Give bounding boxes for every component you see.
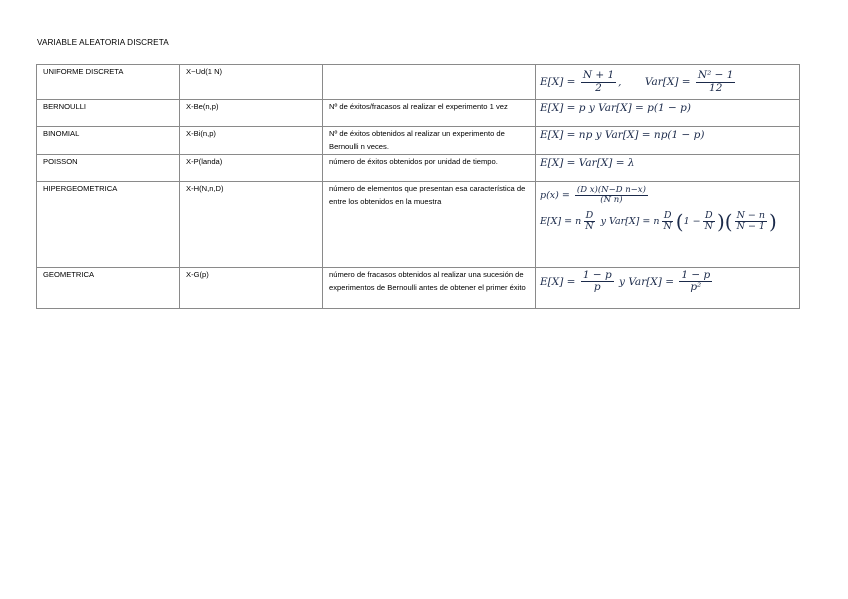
distribution-notation: X-Bi(n,p)	[180, 127, 323, 155]
distribution-notation: X-G(p)	[180, 268, 323, 309]
distribution-notation: X-H(N,n,D)	[180, 182, 323, 268]
distribution-notation: X-P(landa)	[180, 155, 323, 182]
distribution-name: BERNOULLI	[37, 100, 180, 127]
expectation-formula: E[X] = $\frac{1 - p}{p}$ y Var[X] = $\frac{1 - p}{\text{p²}}$	[540, 269, 711, 294]
distribution-name: POISSON	[37, 155, 180, 182]
expectation-formula: E[X] = $\frac{N + 1}{2}$ ,	[540, 69, 622, 94]
distribution-formula	[536, 268, 800, 309]
distribution-description: número de fracasos obtenidos al realizar una sucesión de experimentos de Bernoulli antes de obtener el primer éxito	[323, 268, 536, 309]
variance-formula: Var[X] = $\frac{\text{N² − 1}}{12}$	[644, 69, 734, 94]
distribution-formula	[536, 182, 800, 268]
distribution-description: Nº de éxitos/fracasos al realizar el experimento 1 vez	[323, 100, 536, 127]
distribution-notation: X~Ud(1 N)	[180, 65, 323, 100]
distribution-notation: X-Be(n,p)	[180, 100, 323, 127]
distribution-name: UNIFORME DISCRETA	[37, 65, 180, 100]
moments-formula: E[X] = n $\frac{D}{N}$ y Var[X] = n $\frac{D}{N}$ (1 − $\frac{D}{N}$ )( $\frac{N - n}{N - 1}$ )	[540, 209, 777, 234]
distribution-description: número de éxitos obtenidos por unidad de tiempo.	[323, 155, 536, 182]
table-row	[37, 127, 800, 155]
fraction: $\frac{D}{N}$	[585, 209, 594, 232]
distribution-formula	[536, 65, 800, 100]
distribution-name: GEOMETRICA	[37, 268, 180, 309]
distribution-name: HIPERGEOMETRICA	[37, 182, 180, 268]
distribution-name: BINOMIAL	[37, 127, 180, 155]
page-title: VARIABLE ALEATORIA DISCRETA	[37, 38, 169, 47]
distributions-table	[36, 64, 800, 309]
fraction: $\frac{N - n}{N - 1}$	[736, 209, 766, 232]
table-row	[37, 65, 800, 100]
fraction: $\frac{1 - p}{p}$	[582, 269, 612, 294]
distribution-formula: E[X] = Var[X] = λ	[536, 155, 800, 182]
fraction: $\frac{D}{N}$	[704, 209, 713, 232]
fraction: $\frac{D}{N}$	[663, 209, 672, 232]
table-row	[37, 182, 800, 268]
fraction: $\frac{\text{N² − 1}}{12}$	[697, 69, 734, 94]
distribution-description	[323, 65, 536, 100]
fraction: $\frac{\text{(D x)(N−D n−x)}}{\text{(N n)}}$	[576, 185, 646, 205]
distribution-formula: E[X] = p y Var[X] = p(1 − p)	[536, 100, 800, 127]
fraction: $\frac{1 - p}{\text{p²}}$	[681, 269, 711, 294]
table-row	[37, 268, 800, 309]
distribution-formula: E[X] = np y Var[X] = np(1 − p)	[536, 127, 800, 155]
fraction: $\frac{N + 1}{2}$	[582, 69, 615, 94]
pmf-formula: p(x) = $\frac{\text{(D x)(N−D n−x)}}{\text{(N n)}}$	[540, 185, 646, 205]
table-row	[37, 155, 800, 182]
table-row	[37, 100, 800, 127]
distribution-description: Nº de éxitos obtenidos al realizar un experimento de Bernoulli n veces.	[323, 127, 536, 155]
distribution-description: número de elementos que presentan esa característica de entre los obtenidos en la muestra	[323, 182, 536, 268]
